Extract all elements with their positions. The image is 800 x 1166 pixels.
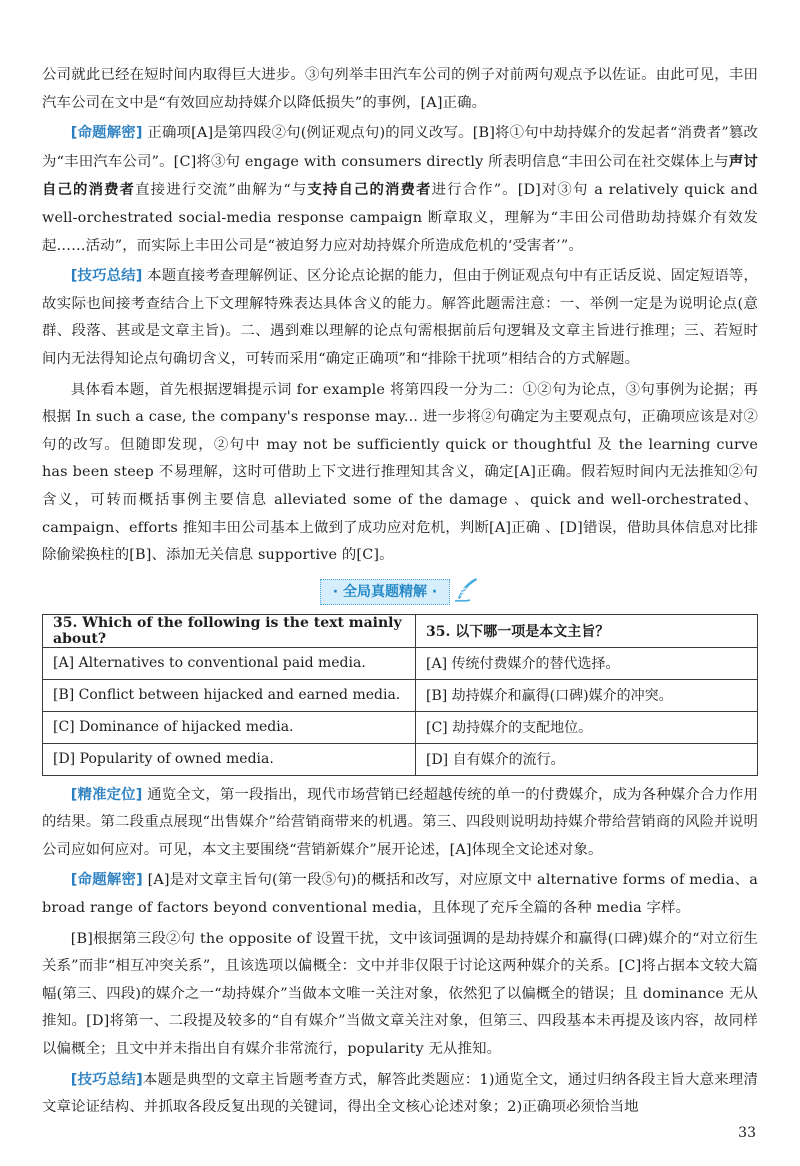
table-row	[43, 711, 758, 743]
paragraph-tips-2	[42, 1067, 758, 1122]
option-cn: [D] 自有媒介的流行。	[416, 743, 758, 775]
section-banner	[42, 576, 758, 606]
text: 通览全文，第一段指出，现代市场营销已经超越传统的单一的付费媒介，成为各种媒介合力作用的结果。第二段重点展现“出售媒介”给营销商带来的机遇。第三、四段则说明劫持媒介带给营销商的风险并说明公司应如何应对。可见，本文主要围绕“营销新媒介”展开论述，[A]体现全文论述对象。	[42, 786, 758, 858]
page-number: 33	[738, 1125, 756, 1141]
section-tag: [精准定位]	[70, 786, 143, 803]
text: 直接进行交流”曲解为“与	[135, 182, 308, 199]
paragraph-analysis-1	[42, 120, 758, 260]
quill-pen-icon	[452, 576, 480, 608]
text: [A]是对文章主旨句(第一段⑤句)的概括和改写，对应原文中 alternative forms of media、a broad range of factors beyond conventional media，且体现了充斥全篇的各种 media 字样。	[42, 872, 758, 917]
section-tag: [命题解密]	[70, 872, 143, 889]
section-tag: [技巧总结]	[70, 1071, 143, 1088]
section-tag: [技巧总结]	[70, 268, 143, 285]
table-row	[43, 647, 758, 679]
paragraph-locate	[42, 782, 758, 865]
paragraph-tips-1	[42, 263, 758, 373]
table-row	[43, 743, 758, 775]
text: 进行合作”。[D]对③句 a relatively quick and well-orchestrated social-media response campaign 断章取义，理解为“丰田公司借助劫持媒介有效发起……活动”，而实际上丰田公司是“被迫努力应对劫持媒介所造成危机的‘受害者’”。	[42, 182, 759, 254]
text: 正确项[A]是第四段②句(例证观点句)的同义改写。[B]将①句中劫持媒介的发起者“消费者”篡改为“丰田汽车公司”。[C]将③句 engage with consumers directly 所表明信息“丰田公司在社交媒体上与	[42, 125, 758, 170]
bold-text: 支持自己的消费者	[307, 181, 432, 199]
page-content	[42, 62, 758, 1122]
bold-text: 声讨自己的消费者	[42, 152, 758, 199]
option-cn: [C] 劫持媒介的支配地位。	[416, 711, 758, 743]
section-tag: [命题解密]	[70, 125, 143, 142]
paragraph-options	[42, 926, 758, 1064]
option-cn: [A] 传统付费媒介的替代选择。	[416, 647, 758, 679]
option-en: [C] Dominance of hijacked media.	[43, 711, 416, 743]
paragraph-intro	[42, 62, 758, 117]
question-table	[42, 614, 758, 776]
paragraph-detail	[42, 377, 758, 570]
text: 公司就此已经在短时间内取得巨大进步。③句列举丰田汽车公司的例子对前两句观点予以佐证。由此可见，丰田汽车公司在文中是“有效回应劫持媒介以降低损失”的事例，[A]正确。	[42, 67, 758, 111]
question-cn: 35. 以下哪一项是本文主旨？	[416, 614, 758, 647]
option-en: [B] Conflict between hijacked and earned media.	[43, 679, 416, 711]
table-header-row	[43, 614, 758, 647]
paragraph-analysis-2	[42, 867, 758, 922]
question-en: 35. Which of the following is the text mainly about?	[43, 614, 416, 647]
text: 本题是典型的文章主旨题考查方式，解答此类题应：1)通览全文，通过归纳各段主旨大意来理清文章论证结构、并抓取各段反复出现的关键词，得出全文核心论述对象；2)正确项必须恰当地	[42, 1071, 758, 1116]
text: [B]根据第三段②句 the opposite of 设置干扰，文中该词强调的是劫持媒介和赢得(口碑)媒介的“对立衍生关系”而非“相互冲突关系”，且该选项以偏概全：文中并非仅限于讨论这两种媒介的关系。[C]将占据本文较大篇幅(第三、四段)的媒介之一“劫持媒介”当做本文唯一关注对象，依然犯了以偏概全的错误；且 dominance 无从推知。[D]将第一、二段提及较多的“自有媒介”当做文章关注对象，但第三、四段基本未再提及该内容，故同样以偏概全；且文中并未指出自有媒介非常流行，popularity 无从推知。	[42, 930, 758, 1058]
table-row	[43, 679, 758, 711]
text: 本题直接考查理解例证、区分论点论据的能力，但由于例证观点句中有正话反说、固定短语等，故实际也间接考查结合上下文理解特殊表达具体含义的能力。解答此题需注意：一、举例一定是为说明论点(意群、段落、甚或是文章主旨)。二、遇到难以理解的论点句需根据前后句逻辑及文章主旨进行推理；三、若短时间内无法得知论点句确切含义，可转而采用“确定正确项”和“排除干扰项”相结合的方式解题。	[42, 268, 758, 367]
text: 具体看本题，首先根据逻辑提示词 for example 将第四段一分为二：①②句为论点，③句事例为论据；再根据 In such a case, the company's response may... 进一步将②句确定为主要观点句，正确项应该是对②句的改写。但随即发现，②句中 may not be sufficiently quick or thoughtful 及 the learning curve has been steep 不易理解，这时可借助上下文进行推理知其含义，确定[A]正确。假若短时间内无法推知②句含义，可转而概括事例主要信息 alleviated some of the damage 、quick and well-orchestrated、campaign、efforts 推知丰田公司基本上做到了成功应对危机，判断[A]正确 、[D]错误，借助具体信息对比排除偷梁换柱的[B]、添加无关信息 supportive 的[C]。	[42, 381, 758, 564]
option-cn: [B] 劫持媒介和赢得(口碑)媒介的冲突。	[416, 679, 758, 711]
banner-title: · 全局真题精解 ·	[320, 579, 450, 605]
option-en: [A] Alternatives to conventional paid media.	[43, 647, 416, 679]
option-en: [D] Popularity of owned media.	[43, 743, 416, 775]
